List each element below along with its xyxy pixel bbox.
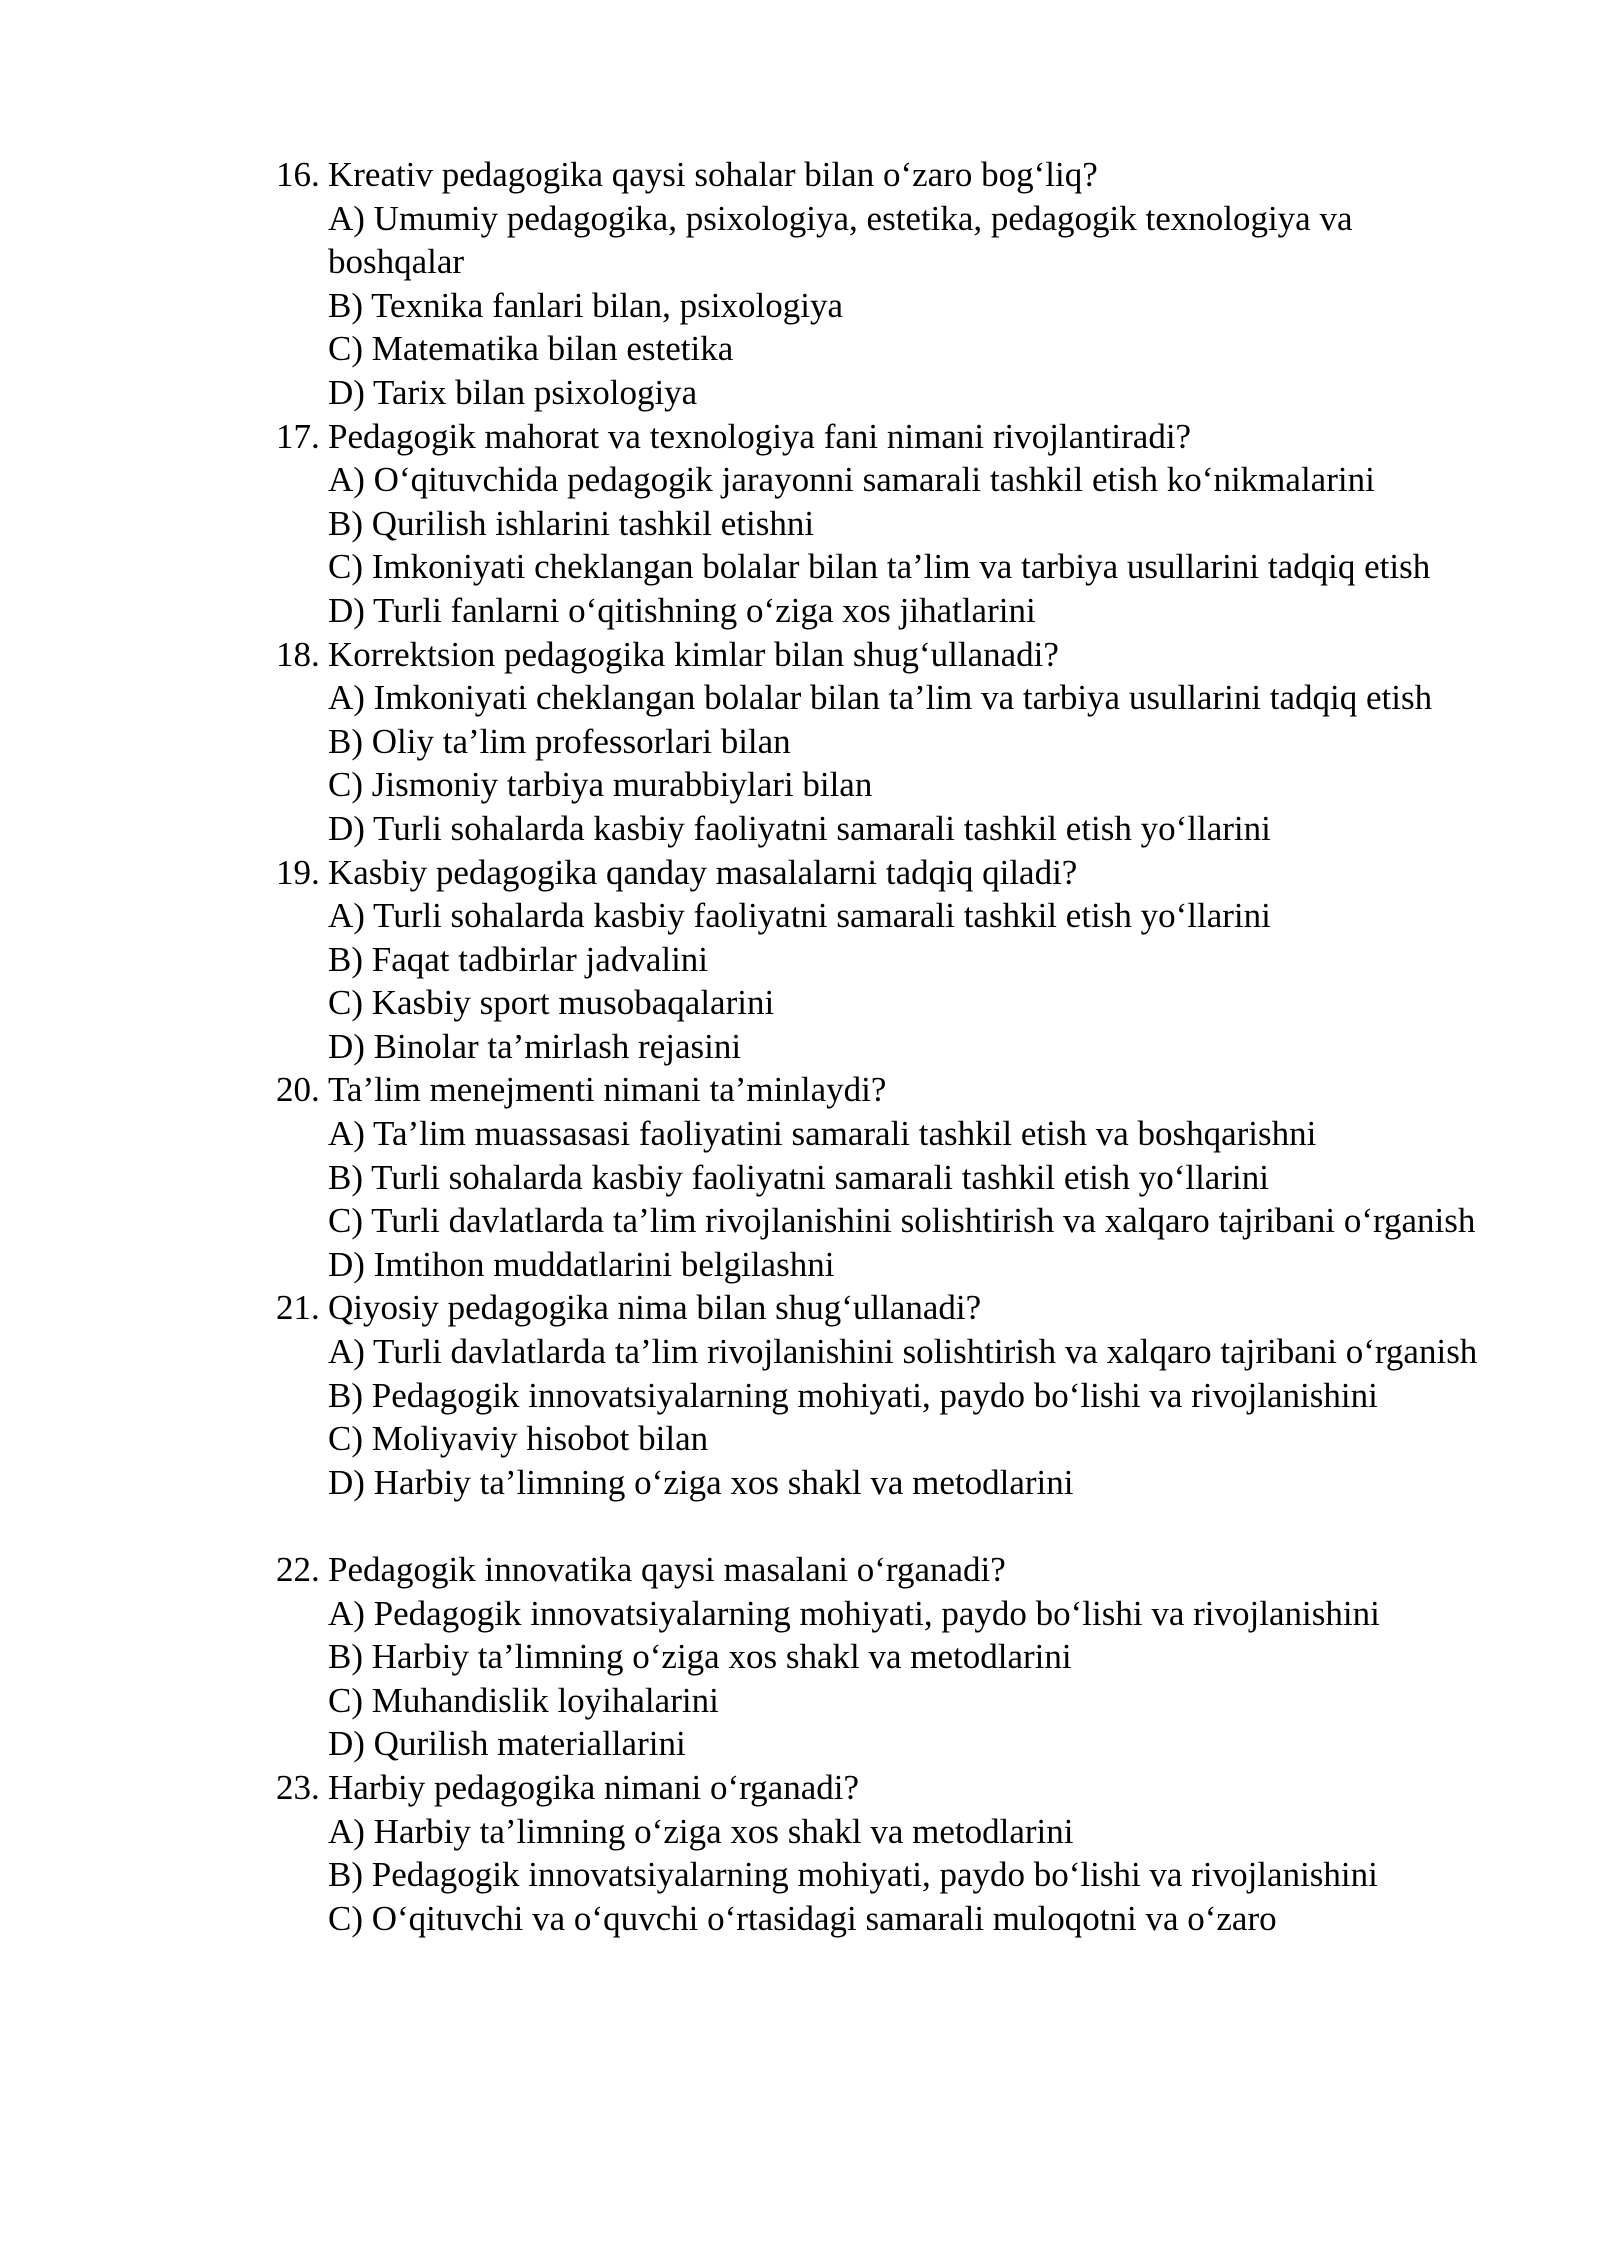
answer-options	[276, 1330, 1476, 1504]
answer-options	[276, 676, 1476, 850]
question-line	[276, 1068, 1476, 1112]
answer-option-c: C) Moliyaviy hisobot bilan	[328, 1419, 709, 1459]
question-18	[276, 633, 1476, 851]
question-line	[276, 415, 1476, 459]
question-number: 17.	[276, 416, 320, 456]
answer-option-d: D) Binolar ta’mirlash rejasini	[328, 1026, 742, 1066]
question-text: Qiyosiy pedagogika nima bilan shug‘ullanadi?	[328, 1288, 982, 1328]
question-text: Harbiy pedagogika nimani o‘rganadi?	[328, 1767, 859, 1807]
question-line	[276, 1286, 1476, 1330]
question-text: Kasbiy pedagogika qanday masalalarni tadqiq qiladi?	[328, 852, 1078, 892]
answer-option-b: B) Qurilish ishlarini tashkil etishni	[328, 503, 815, 543]
answer-option-a: A) Pedagogik innovatsiyalarning mohiyati, paydo bo‘lishi va rivojlanishini	[328, 1593, 1380, 1633]
question-17	[276, 415, 1476, 633]
answer-options	[276, 197, 1476, 415]
question-20	[276, 1068, 1476, 1286]
answer-option-b: B) Harbiy ta’limning o‘ziga xos shakl va metodlarini	[328, 1637, 1072, 1677]
answer-option-c: C) Turli davlatlarda ta’lim rivojlanishini solishtirish va xalqaro tajribani o‘rganish	[328, 1201, 1476, 1241]
answer-option-c: C) Matematika bilan estetika	[328, 329, 734, 369]
question-number: 16.	[276, 155, 320, 194]
answer-option-a: A) Imkoniyati cheklangan bolalar bilan ta’lim va tarbiya usullarini tadqiq etish	[328, 678, 1433, 718]
answer-option-c: C) Kasbiy sport musobaqalarini	[328, 983, 775, 1023]
answer-option-a: A) Harbiy ta’limning o‘ziga xos shakl va metodlarini	[328, 1811, 1074, 1851]
answer-option-d: D) Imtihon muddatlarini belgilashni	[328, 1244, 835, 1284]
answer-options	[276, 458, 1476, 632]
answer-options	[276, 1810, 1476, 1941]
answer-options	[276, 1592, 1476, 1766]
answer-option-a: A) Umumiy pedagogika, psixologiya, estetika, pedagogik texnologiya va boshqalar	[328, 198, 1353, 282]
answer-option-a: A) Turli davlatlarda ta’lim rivojlanishini solishtirish va xalqaro tajribani o‘rganish	[328, 1332, 1478, 1372]
question-text: Korrektsion pedagogika kimlar bilan shug‘ullanadi?	[328, 634, 1059, 674]
question-22	[276, 1548, 1476, 1766]
question-number: 18.	[276, 634, 320, 674]
answer-option-b: B) Texnika fanlari bilan, psixologiya	[328, 285, 843, 325]
answer-option-c: C) O‘qituvchi va o‘quvchi o‘rtasidagi samarali muloqotni va o‘zaro	[328, 1898, 1277, 1938]
answer-option-b: B) Faqat tadbirlar jadvalini	[328, 939, 709, 979]
question-line	[276, 633, 1476, 677]
question-19	[276, 851, 1476, 1069]
question-line	[276, 153, 1476, 197]
answer-option-c: C) Muhandislik loyihalarini	[328, 1680, 719, 1720]
question-text: Pedagogik mahorat va texnologiya fani nimani rivojlantiradi?	[328, 416, 1192, 456]
question-list	[276, 153, 1476, 1940]
answer-option-a: A) Ta’lim muassasasi faoliyatini samarali tashkil etish va boshqarishni	[328, 1114, 1317, 1154]
question-text: Ta’lim menejmenti nimani ta’minlaydi?	[328, 1070, 887, 1110]
answer-options	[276, 894, 1476, 1068]
question-23	[276, 1766, 1476, 1940]
answer-option-d: D) Tarix bilan psixologiya	[328, 372, 698, 412]
question-21	[276, 1286, 1476, 1504]
answer-option-b: B) Oliy ta’lim professorlari bilan	[328, 721, 791, 761]
answer-option-c: C) Imkoniyati cheklangan bolalar bilan ta’lim va tarbiya usullarini tadqiq etish	[328, 547, 1431, 587]
question-text: Kreativ pedagogika qaysi sohalar bilan o‘zaro bog‘liq?	[328, 155, 1098, 194]
answer-option-b: B) Pedagogik innovatsiyalarning mohiyati, paydo bo‘lishi va rivojlanishini	[328, 1375, 1378, 1415]
answer-option-a: A) Turli sohalarda kasbiy faoliyatni samarali tashkil etish yo‘llarini	[328, 896, 1271, 936]
question-line	[276, 1766, 1476, 1810]
answer-option-d: D) Harbiy ta’limning o‘ziga xos shakl va metodlarini	[328, 1462, 1074, 1502]
answer-options	[276, 1112, 1476, 1286]
question-number: 19.	[276, 852, 320, 892]
question-16	[276, 153, 1476, 415]
question-line	[276, 1548, 1476, 1592]
answer-option-b: B) Turli sohalarda kasbiy faoliyatni samarali tashkil etish yo‘llarini	[328, 1157, 1269, 1197]
answer-option-d: D) Turli fanlarni o‘qitishning o‘ziga xos jihatlarini	[328, 590, 1036, 630]
question-number: 21.	[276, 1288, 320, 1328]
answer-option-b: B) Pedagogik innovatsiyalarning mohiyati, paydo bo‘lishi va rivojlanishini	[328, 1855, 1378, 1895]
question-line	[276, 851, 1476, 895]
question-number: 23.	[276, 1767, 320, 1807]
answer-option-a: A) O‘qituvchida pedagogik jarayonni samarali tashkil etish ko‘nikmalarini	[328, 460, 1375, 500]
question-number: 22.	[276, 1550, 320, 1589]
answer-option-c: C) Jismoniy tarbiya murabbiylari bilan	[328, 765, 873, 805]
answer-option-d: D) Turli sohalarda kasbiy faoliyatni samarali tashkil etish yo‘llarini	[328, 808, 1271, 848]
answer-option-d: D) Qurilish materiallarini	[328, 1724, 686, 1764]
question-number: 20.	[276, 1070, 320, 1110]
question-text: Pedagogik innovatika qaysi masalani o‘rganadi?	[328, 1550, 1006, 1589]
